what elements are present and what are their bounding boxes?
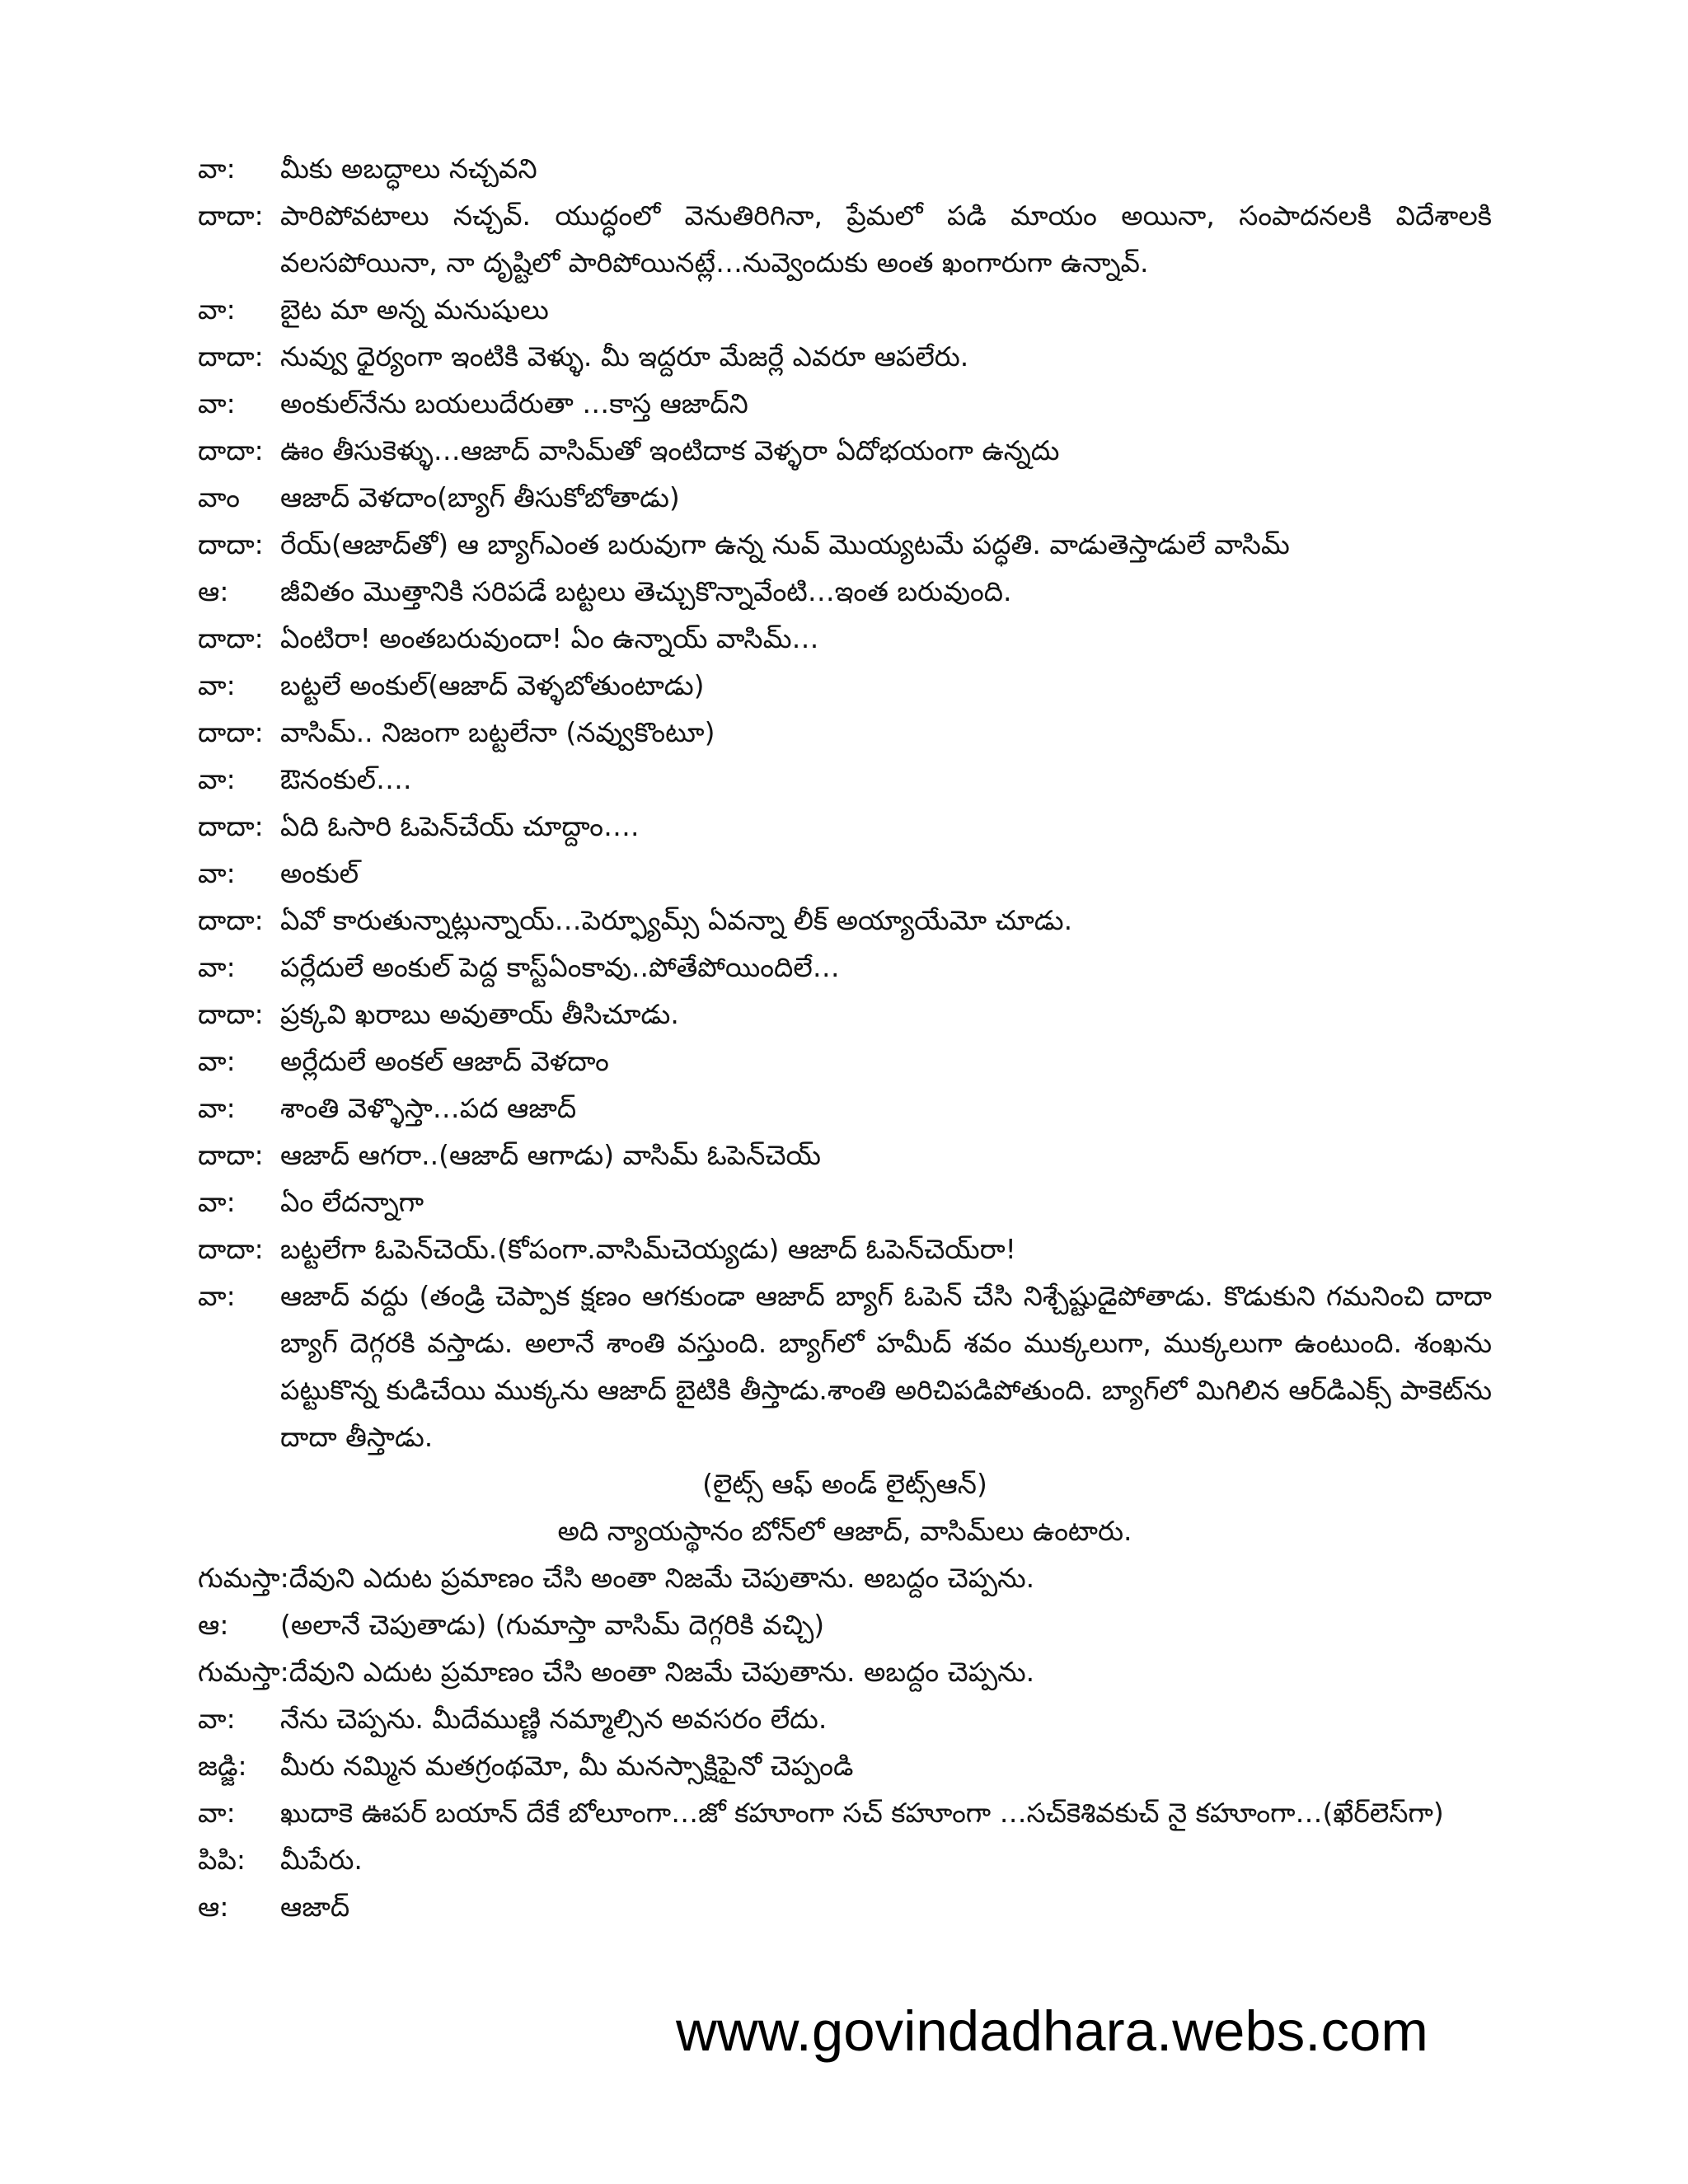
dialogue-line xyxy=(198,803,1492,850)
speaker-label: వా: xyxy=(198,1045,236,1077)
dialogue-line xyxy=(198,709,1492,756)
dialogue-text: ఆజాద్ ఆగరా..(ఆజాద్ ఆగాడు) వాసిమ్ ఓపెన్‌చెయ్ xyxy=(280,1139,821,1171)
dialogue-line xyxy=(198,1272,1492,1460)
dialogue-text: ఆజాద్ వద్దు (తండ్రి చెప్పాక క్షణం ఆగకుండా ఆజాద్ బ్యాగ్ ఓపెన్ చేసి నిశ్చేష్టుడైపోతాడు. కొడుకుని గమనించి దాదా బ్యాగ్ దెగ్గరకి వస్తాడు. అలానే శాంతి వస్తుంది. బ్యాగ్‌లో హమీద్ శవం ముక్కలుగా, ముక్కలుగా ఉంటుంది. శంఖను పట్టుకొన్న కుడిచేయి ముక్కను ఆజాద్ బైటికి తీస్తాడు.శాంతి అరిచిపడిపోతుంది. బ్యాగ్‌లో మిగిలిన ఆర్‌డిఎక్స్ పాకెట్‌ను దాదా తీస్తాడు. xyxy=(280,1280,1492,1453)
speaker-label: వా: xyxy=(198,152,236,185)
speaker-label: దాదా: xyxy=(198,810,264,842)
dialogue-text: జీవితం మొత్తానికి సరిపడే బట్టలు తెచ్చుకొన్నావేంటి…ఇంత బరువుంది. xyxy=(280,575,1012,607)
speaker-label: దాదా: xyxy=(198,716,264,748)
dialogue-text: ఏం లేదన్నాగా xyxy=(280,1186,424,1218)
speaker-label: దాదా: xyxy=(198,340,264,373)
dialogue-text: ఆజాద్ xyxy=(280,1891,350,1923)
dialogue-text: మీరు నమ్మిన మతగ్రంథమో, మీ మనస్సాక్షిపైనో చెప్పండి xyxy=(280,1750,854,1782)
speaker-label: వా: xyxy=(198,1797,236,1829)
dialogue-line xyxy=(198,286,1492,333)
dialogue-text: పర్లేదులే అంకుల్ పెద్ద కాస్ట్ఏంకావు..పోతేపోయిందిలే… xyxy=(280,951,840,983)
dialogue-text: ఏవో కారుతున్నాట్లున్నాయ్…పెర్ఫ్యూమ్స్ ఏవన్నా లీక్ అయ్యాయేమో చూడు. xyxy=(280,904,1073,936)
dialogue-text: ఖుదాకె ఊపర్ బయాన్ దేకే బోలూంగా…జో కహూంగా సచ్ కహూంగా …సచ్‌కెశివకుచ్ నై కహూంగా…(ఖేర్‌లెస్‌గా) xyxy=(280,1797,1444,1829)
dialogue-text: నేను చెప్పను. మీదేముణ్ణి నమ్మాల్సిన అవసరం లేదు. xyxy=(280,1703,828,1735)
dialogue-line xyxy=(198,1648,1492,1695)
dialogue-line xyxy=(198,1883,1492,1930)
dialogue-text: ఊం తీసుకెళ్ళు…ఆజాద్ వాసిమ్‌తో ఇంటిదాక వెళ్ళరా ఏదోభయంగా ఉన్నదు xyxy=(280,434,1060,466)
dialogue-line xyxy=(198,1742,1492,1789)
speaker-label: వా: xyxy=(198,951,236,983)
dialogue-text: ఆజాద్ వెళదాం(బ్యాగ్ తీసుకోబోతాడు) xyxy=(280,481,680,513)
dialogue-text: మీపేరు. xyxy=(280,1844,363,1876)
dialogue-text: అంకుల్ xyxy=(280,857,359,889)
dialogue-line xyxy=(198,991,1492,1038)
dialogue-line xyxy=(198,145,1492,192)
dialogue-line xyxy=(198,192,1492,286)
dialogue-line xyxy=(198,1601,1492,1648)
dialogue-text: ఏది ఓసారి ఓపెన్‌చేయ్ చూద్దాం…. xyxy=(280,810,640,842)
dialogue-line xyxy=(198,1836,1492,1883)
dialogue-text: పారిపోవటాలు నచ్చవ్. యుద్ధంలో వెనుతిరిగినా, ప్రేమలో పడి మాయం అయినా, సంపాదనలకి విదేశాలకి వలసపోయినా, నా దృష్టిలో పారిపోయినట్లే…నువ్వెందుకు అంత ఖంగారుగా ఉన్నావ్. xyxy=(280,199,1492,279)
dialogue-line xyxy=(198,756,1492,803)
dialogue-line xyxy=(198,474,1492,521)
dialogue-line xyxy=(198,1226,1492,1272)
stage-direction-block xyxy=(198,1460,1492,1554)
speaker-label: దాదా: xyxy=(198,1139,264,1171)
stage-direction: (లైట్స్ ఆఫ్ అండ్ లైట్స్ఆన్) xyxy=(702,1468,987,1500)
speaker-label: వా: xyxy=(198,1703,236,1735)
speaker-label: గుమస్తా: xyxy=(198,1562,289,1594)
dialogue-text: బైట మా అన్న మనుషులు xyxy=(280,293,549,326)
website-url-watermark: www.govindadhara.webs.com xyxy=(676,1999,1428,2063)
speaker-label: వా: xyxy=(198,669,236,701)
speaker-label: వాం xyxy=(198,481,240,513)
speaker-label: వా: xyxy=(198,857,236,889)
dialogue-line xyxy=(198,380,1492,427)
script-page xyxy=(198,145,1492,1930)
speaker-label: దాదా: xyxy=(198,622,264,654)
speaker-label: వా: xyxy=(198,1280,236,1312)
dialogue-text: ఔనంకుల్…. xyxy=(280,763,412,795)
speaker-label: వా: xyxy=(198,1186,236,1218)
speaker-label: వా: xyxy=(198,293,236,326)
dialogue-line xyxy=(198,1085,1492,1132)
dialogue-line xyxy=(198,615,1492,662)
speaker-label: దాదా: xyxy=(198,434,264,466)
dialogue-text: అర్లేదులే అంకల్ ఆజాద్ వెళదాం xyxy=(280,1045,609,1077)
dialogue-line xyxy=(198,1554,1492,1601)
dialogue-line xyxy=(198,944,1492,991)
dialogue-line xyxy=(198,1179,1492,1226)
dialogue-line xyxy=(198,850,1492,897)
speaker-label: ఆ: xyxy=(198,1609,229,1641)
speaker-label: దాదా: xyxy=(198,1233,264,1265)
dialogue-text: వాసిమ్.. నిజంగా బట్టలేనా (నవ్వుకొంటూ) xyxy=(280,716,715,748)
dialogue-line xyxy=(198,662,1492,709)
court-dialogue-block xyxy=(198,1554,1492,1930)
speaker-label: వా: xyxy=(198,387,236,419)
dialogue-text: అంకుల్‌నేను బయలుదేరుతా …కాస్త ఆజాద్‌ని xyxy=(280,387,748,419)
dialogue-text: మీకు అబద్ధాలు నచ్చవని xyxy=(280,152,537,185)
dialogue-line xyxy=(198,1695,1492,1742)
dialogue-text: శాంతి వెళ్ళొస్తా…పద ఆజాద్ xyxy=(280,1092,577,1124)
speaker-label: జడ్జి: xyxy=(198,1750,247,1782)
dialogue-line xyxy=(198,568,1492,615)
speaker-label: వా: xyxy=(198,763,236,795)
speaker-label: దాదా: xyxy=(198,199,264,232)
dialogue-line xyxy=(198,427,1492,474)
speaker-label: దాదా: xyxy=(198,528,264,560)
dialogue-text: రేయ్(ఆజాద్‌తో) ఆ బ్యాగ్ఎంత బరువుగా ఉన్న నువ్ మొయ్యటమే పద్ధతి. వాడుతెస్తాడులే వాసిమ్ xyxy=(280,528,1290,560)
dialogue-text: దేవుని ఎదుట ప్రమాణం చేసి అంతా నిజమే చెపుతాను. అబద్దం చెప్పను. xyxy=(288,1656,1035,1688)
speaker-label: పిపి: xyxy=(198,1844,246,1876)
dialogue-line xyxy=(198,1789,1492,1836)
dialogue-line xyxy=(198,1038,1492,1085)
stage-direction: అది న్యాయస్థానం బోన్‌లో ఆజాద్, వాసిమ్‌లు ఉంటారు. xyxy=(557,1515,1132,1547)
dialogue-text: దేవుని ఎదుట ప్రమాణం చేసి అంతా నిజమే చెపుతాను. అబద్దం చెప్పను. xyxy=(288,1562,1035,1594)
dialogue-text: నువ్వు ధైర్యంగా ఇంటికి వెళ్ళు. మీ ఇద్దరూ మేజర్లే ఎవరూ ఆపలేరు. xyxy=(280,340,969,373)
dialogue-block xyxy=(198,145,1492,1460)
dialogue-text: (అలానే చెపుతాడు) (గుమాస్తా వాసిమ్ దెగ్గరికి వచ్చి) xyxy=(280,1609,825,1641)
dialogue-line xyxy=(198,1132,1492,1179)
speaker-label: ఆ: xyxy=(198,1891,229,1923)
speaker-label: గుమస్తా: xyxy=(198,1656,289,1688)
dialogue-line xyxy=(198,333,1492,380)
dialogue-line xyxy=(198,897,1492,944)
dialogue-text: ఏంటిరా! అంతబరువుందా! ఏం ఉన్నాయ్ వాసిమ్… xyxy=(280,622,819,654)
dialogue-text: ప్రక్కవి ఖరాబు అవుతాయ్ తీసిచూడు. xyxy=(280,998,679,1030)
dialogue-text: బట్టలేగా ఓపెన్‌చెయ్.(కోపంగా.వాసిమ్‌చెయ్యడు) ఆజాద్ ఓపెన్‌చెయ్‌రా! xyxy=(280,1233,1016,1265)
speaker-label: ఆ: xyxy=(198,575,229,607)
dialogue-text: బట్టలే అంకుల్(ఆజాద్ వెళ్ళబోతుంటాడు) xyxy=(280,669,705,701)
dialogue-line xyxy=(198,521,1492,568)
speaker-label: దాదా: xyxy=(198,998,264,1030)
speaker-label: దాదా: xyxy=(198,904,264,936)
speaker-label: వా: xyxy=(198,1092,236,1124)
